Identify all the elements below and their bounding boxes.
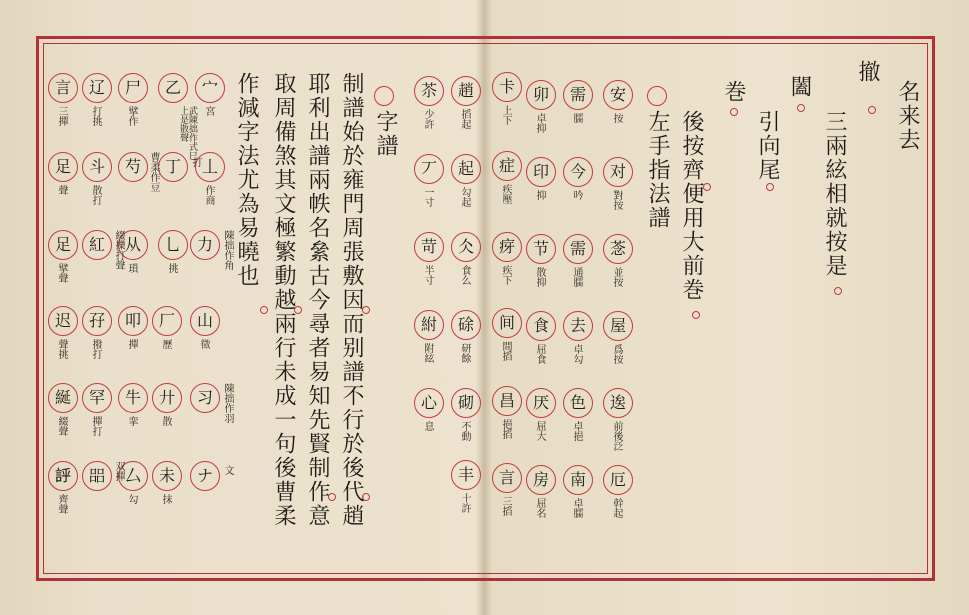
symbol-glyph: 起: [451, 154, 481, 184]
symbol-glyph: 去: [563, 311, 593, 341]
symbol-gloss: 歷: [160, 339, 171, 349]
symbol-glyph: 需: [563, 234, 593, 264]
punctuation-dot: [834, 287, 842, 295]
symbol-glyph: 安: [603, 80, 633, 110]
symbol-glyph: 孖: [82, 306, 112, 336]
symbol-gloss: 疾下: [500, 265, 511, 285]
symbol-glyph: 印: [526, 157, 556, 187]
symbol-gloss: 三搯: [500, 496, 511, 516]
symbol-glyph: 习: [190, 383, 220, 413]
symbol-gloss: 陳拙作角: [222, 230, 233, 270]
left-heading: 字譜: [373, 110, 398, 158]
symbol-glyph: 山: [190, 306, 220, 336]
symbol-gloss: 屈食: [534, 344, 545, 364]
symbol-glyph: 叩: [118, 306, 148, 336]
symbol-glyph: 力: [190, 230, 220, 260]
symbol-glyph: 今: [563, 157, 593, 187]
symbol-gloss: 徵: [198, 339, 209, 349]
symbol-glyph: 食: [526, 311, 556, 341]
symbol-gloss: 擘作: [126, 106, 137, 126]
right-col-4: 闔: [787, 75, 812, 99]
symbol-glyph: 心: [414, 388, 444, 418]
symbol-gloss: 屈大: [534, 421, 545, 441]
symbol-gloss: 研餘: [459, 343, 470, 363]
symbol-gloss: 宮: [203, 106, 214, 116]
symbol-glyph: 仌: [451, 232, 481, 262]
symbol-glyph: 𧦝: [48, 461, 78, 491]
right-col-1: 名来去: [895, 80, 920, 152]
right-col-3: 三兩絃相就按是: [822, 110, 847, 278]
symbol-gloss: 卓挹: [571, 421, 582, 441]
symbol-glyph: 宀: [195, 73, 225, 103]
symbol-gloss: 双撣: [113, 461, 124, 481]
symbol-glyph: 硢: [451, 310, 481, 340]
symbol-glyph: 言: [48, 73, 78, 103]
symbol-gloss: 聲挑: [56, 339, 67, 359]
symbol-gloss: 撣打: [90, 416, 101, 436]
punctuation-dot: [797, 104, 805, 112]
symbol-gloss: 對按: [611, 190, 622, 210]
symbol-gloss: 齊聲: [56, 494, 67, 514]
symbol-glyph: 㗊: [82, 461, 112, 491]
symbol-glyph: 菍: [603, 234, 633, 264]
symbol-gloss: 曹柔作豆: [148, 152, 159, 192]
symbol-gloss: 三撣: [56, 106, 67, 126]
symbol-gloss: 武陳拙作式巳上是散聲: [178, 106, 197, 160]
symbol-gloss: 聲: [56, 185, 67, 195]
symbol-glyph: 卯: [526, 80, 556, 110]
symbol-gloss: 不動: [459, 421, 470, 441]
symbol-glyph: 厌: [526, 388, 556, 418]
symbol-glyph: 辽: [82, 73, 112, 103]
right-col-7: 後按齊便用大前巻: [679, 110, 704, 302]
symbol-gloss: 少許: [422, 109, 433, 129]
left-col-4: 作減字法尤為易曉也: [234, 72, 259, 288]
symbol-glyph: 斗: [82, 152, 112, 182]
left-col-2: 耶利出譜兩帙名絫古今尋者易知先賢制作意: [305, 72, 330, 528]
symbol-gloss: 疾壓: [500, 184, 511, 204]
symbol-gloss: 卓勾: [571, 344, 582, 364]
symbol-gloss: 上下: [500, 105, 511, 125]
symbol-glyph: 卡: [492, 72, 522, 102]
symbol-gloss: 食么: [459, 265, 470, 285]
symbol-glyph: 足: [48, 230, 78, 260]
symbol-gloss: 前後泛: [611, 421, 622, 451]
punctuation-dot: [260, 306, 268, 314]
symbol-glyph: 牛: [118, 383, 148, 413]
symbol-glyph: 房: [526, 465, 556, 495]
symbol-glyph: 尸: [118, 73, 148, 103]
symbol-glyph: 丰: [451, 460, 481, 490]
symbol-glyph: 苶: [414, 76, 444, 106]
symbol-glyph: 芍: [118, 152, 148, 182]
symbol-gloss: 抹: [160, 494, 171, 504]
symbol-gloss: 撣: [126, 339, 137, 349]
symbol-glyph: 乙: [158, 73, 188, 103]
symbol-glyph: 色: [563, 388, 593, 418]
symbol-gloss: 挛: [126, 416, 137, 426]
symbol-glyph: 紨: [414, 310, 444, 340]
symbol-glyph: 疨: [492, 232, 522, 262]
symbol-gloss: 通臑: [571, 267, 582, 287]
symbol-gloss: 挑: [166, 263, 177, 273]
symbol-glyph: 厶: [118, 461, 148, 491]
punctuation-dot: [328, 493, 336, 501]
symbol-glyph: 綖: [48, 383, 78, 413]
punctuation-dot: [362, 306, 370, 314]
symbol-gloss: 綴擽打聲: [113, 230, 124, 270]
symbol-gloss: 綴聲: [56, 416, 67, 436]
symbol-gloss: 散: [160, 416, 171, 426]
symbol-glyph: ナ: [190, 461, 220, 491]
symbol-glyph: 砌: [451, 388, 481, 418]
punctuation-dot: [703, 183, 711, 191]
symbol-gloss: 臑: [571, 113, 582, 123]
symbol-gloss: 十許: [459, 493, 470, 513]
symbol-gloss: 散打: [90, 185, 101, 205]
symbol-glyph: 丄: [195, 152, 225, 182]
symbol-glyph: 从: [118, 230, 148, 260]
symbol-gloss: 瑣: [126, 263, 137, 273]
symbol-glyph: 逘: [603, 388, 633, 418]
symbol-gloss: 卓抑: [534, 113, 545, 133]
symbol-glyph: 趙: [451, 76, 481, 106]
symbol-glyph: 厂: [152, 306, 182, 336]
symbol-glyph: 昌: [492, 386, 522, 416]
symbol-glyph: 厄: [603, 465, 633, 495]
right-col-6: 巻: [721, 80, 746, 104]
right-col-8-heading: 左手指法譜: [645, 110, 670, 230]
symbol-gloss: 挹搯: [500, 419, 511, 439]
section-marker-circle: [374, 86, 394, 106]
symbol-gloss: 勾起: [459, 187, 470, 207]
symbol-gloss: 一寸: [422, 187, 433, 207]
punctuation-dot: [868, 106, 876, 114]
symbol-gloss: 抑: [534, 190, 545, 200]
symbol-glyph: 足: [48, 152, 78, 182]
symbol-gloss: 屈名: [534, 498, 545, 518]
punctuation-dot: [362, 493, 370, 501]
symbol-glyph: 紅: [82, 230, 112, 260]
symbol-gloss: 息: [422, 421, 433, 431]
symbol-glyph: 乚: [158, 230, 188, 260]
symbol-gloss: 擘聲: [56, 263, 67, 283]
symbol-gloss: 按: [611, 113, 622, 123]
symbol-gloss: 作商: [203, 185, 214, 205]
symbol-glyph: 南: [563, 465, 593, 495]
symbol-gloss: 間搯: [500, 341, 511, 361]
symbol-gloss: 打: [190, 157, 201, 167]
symbol-glyph: 廾: [152, 383, 182, 413]
symbol-glyph: 言: [492, 463, 522, 493]
symbol-glyph: 迟: [48, 306, 78, 336]
symbol-gloss: 幹起: [611, 498, 622, 518]
symbol-gloss: 並按: [611, 267, 622, 287]
symbol-gloss: 附絃: [422, 343, 433, 363]
right-col-2: 撤: [855, 60, 880, 84]
symbol-glyph: 症: [492, 151, 522, 181]
left-col-3: 取周備煞其文極繁動越兩行未成一句後曹柔: [271, 72, 296, 528]
symbol-gloss: 陳拙作羽: [222, 383, 233, 423]
symbol-gloss: 散抑: [534, 267, 545, 287]
symbol-glyph: 丆: [414, 154, 444, 184]
symbol-glyph: 屋: [603, 311, 633, 341]
right-col-5: 引向尾: [755, 110, 780, 182]
symbol-glyph: 节: [526, 234, 556, 264]
symbol-gloss: 搯起: [459, 109, 470, 129]
symbol-glyph: 未: [152, 461, 182, 491]
punctuation-dot: [692, 311, 700, 319]
punctuation-dot: [730, 108, 738, 116]
symbol-glyph: 丁: [158, 152, 188, 182]
punctuation-dot: [294, 306, 302, 314]
symbol-gloss: 爲按: [611, 344, 622, 364]
symbol-gloss: 撥打: [90, 339, 101, 359]
symbol-gloss: 文: [222, 465, 233, 475]
symbol-glyph: 需: [563, 80, 593, 110]
symbol-gloss: 打挑: [90, 106, 101, 126]
symbol-gloss: 半寸: [422, 265, 433, 285]
left-col-1: 制譜始於雍門周張敷因而别譜不行於後代趙: [339, 72, 364, 528]
symbol-gloss: 卓臑: [571, 498, 582, 518]
symbol-glyph: 罕: [82, 383, 112, 413]
symbol-glyph: 对: [603, 157, 633, 187]
section-marker-circle: [647, 86, 667, 106]
punctuation-dot: [766, 183, 774, 191]
symbol-gloss: 吟: [571, 190, 582, 200]
symbol-gloss: 勾: [126, 494, 137, 504]
symbol-glyph: 苛: [414, 232, 444, 262]
symbol-glyph: 间: [492, 308, 522, 338]
